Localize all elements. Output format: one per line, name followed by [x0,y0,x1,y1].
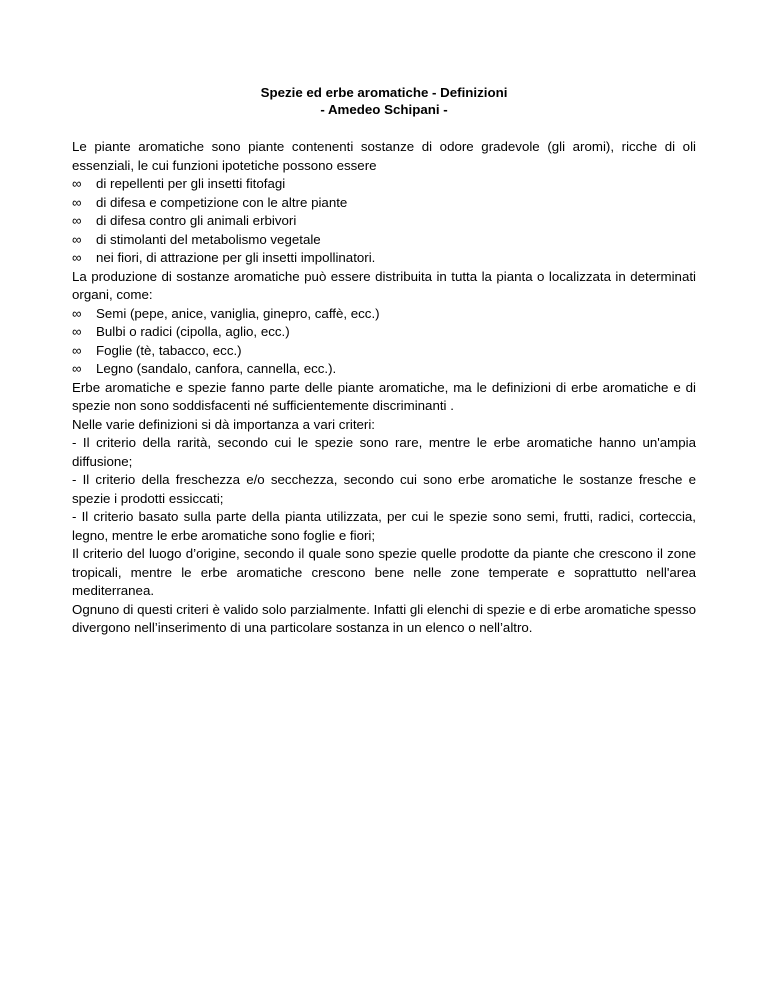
list-item: ∞ di difesa contro gli animali erbivori [72,212,696,231]
infinity-bullet-icon: ∞ [72,342,82,358]
infinity-bullet-icon: ∞ [72,250,82,265]
list-item: ∞ nei fiori, di attrazione per gli insetti impollinatori. [72,249,696,268]
criteria-intro: Nelle varie definizioni si dà importanza a vari criteri: [72,416,375,432]
infinity-bullet-icon: ∞ [72,194,82,210]
infinity-bullet-icon: ∞ [72,231,82,247]
document-author: - Amedeo Schipani - [320,102,448,117]
list-item: ∞ di difesa e competizione con le altre piante [72,194,696,213]
infinity-bullet-icon: ∞ [72,305,82,321]
list-item: ∞ Legno (sandalo, canfora, cannella, ecc.). [72,360,696,379]
production-paragraph: La produzione di sostanze aromatiche può essere distribuita in tutta la pianta o localizzata in determinati organi, come: [72,268,696,302]
definitions-paragraph: Erbe aromatiche e spezie fanno parte delle piante aromatiche, ma le definizioni di erbe aromatiche e di spezie non sono soddisfacenti né sufficientemente discriminanti . [72,379,696,413]
intro-paragraph: Le piante aromatiche sono piante contenenti sostanze di odore gradevole (gli aromi), ricche di oli essenziali, le cui funzioni ipotetiche possono essere [72,139,696,173]
criterion-plant-part: - Il criterio basato sulla parte della pianta utilizzata, per cui le spezie sono semi, frutti, radici, corteccia, legno, mentre le erbe aromatiche sono foglie e fiori; [72,509,696,543]
functions-list [72,175,696,268]
list-item: ∞ Bulbi o radici (cipolla, aglio, ecc.) [72,323,696,342]
document-page [72,84,696,638]
infinity-bullet-icon: ∞ [72,213,82,228]
list-item: ∞ Semi (pepe, anice, vaniglia, ginepro, caffè, ecc.) [72,305,696,324]
criterion-rarity: - Il criterio della rarità, secondo cui le spezie sono rare, mentre le erbe aromatiche hanno un'ampia diffusione; [72,435,696,469]
list-item: ∞ di stimolanti del metabolismo vegetale [72,231,696,250]
organs-list [72,305,696,379]
list-item: ∞ di repellenti per gli insetti fitofagi [72,175,696,194]
criterion-freshness: - Il criterio della freschezza e/o secchezza, secondo cui sono erbe aromatiche le sostanze fresche e spezie i prodotti essiccati; [72,472,696,506]
conclusion-paragraph: Ognuno di questi criteri è valido solo parzialmente. Infatti gli elenchi di spezie e di erbe aromatiche spesso divergono nell’inserimento di una particolare sostanza in un elenco o nell’altro. [72,601,696,635]
document-title: Spezie ed erbe aromatiche - Definizioni [260,85,508,100]
criterion-origin: Il criterio del luogo d’origine, secondo il quale sono spezie quelle prodotte da piante che crescono il zone tropicali, mentre le erbe aromatiche crescono bene nelle zone temperate e soprattutto nell'area mediterranea. [72,546,696,598]
infinity-bullet-icon: ∞ [72,176,82,191]
title-spacer [72,118,696,138]
infinity-bullet-icon: ∞ [72,361,82,376]
infinity-bullet-icon: ∞ [72,324,82,339]
list-item: ∞ Foglie (tè, tabacco, ecc.) [72,342,696,361]
